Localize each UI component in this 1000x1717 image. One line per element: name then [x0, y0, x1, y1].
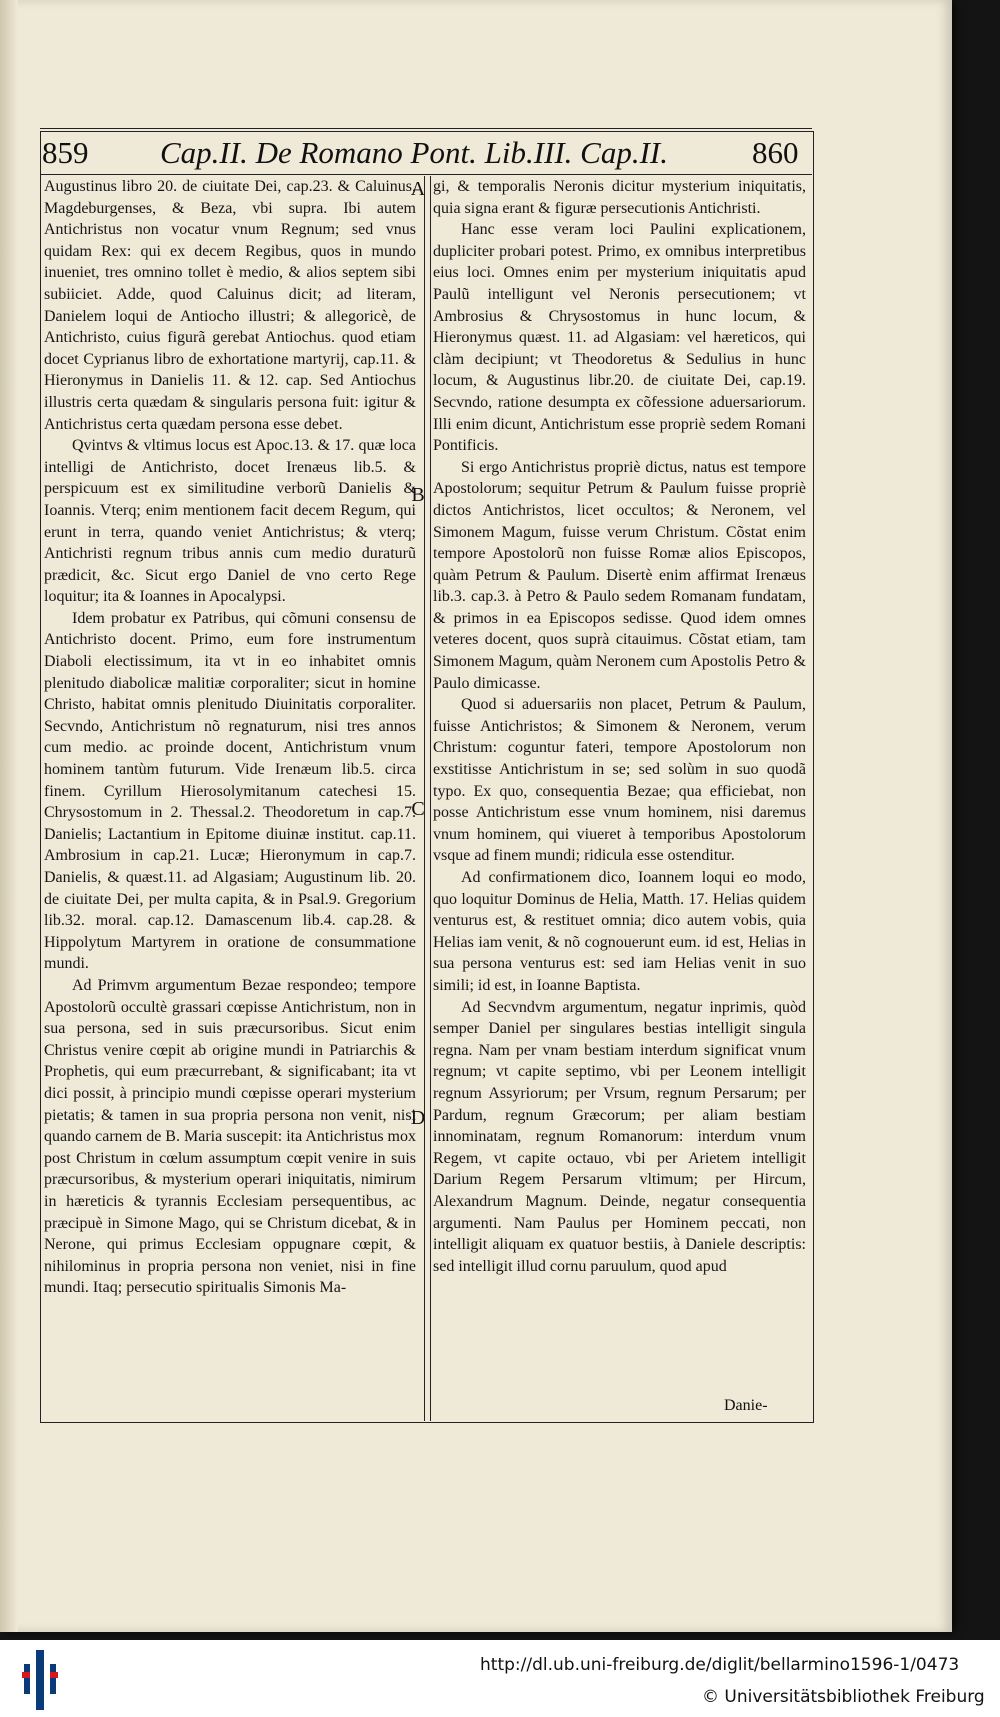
- paragraph: Si ergo Antichristus propriè dictus, natus est tempore Apostolorum; sequitur Petrum & Paulum fuisse propriè dictos Antichristos, licet occultos; & Neronem, vel Simonem Magum, fuisse verum Christum. Cõstat enim tempore Apostolorũ non fuisse Romæ alios Episcopos, quàm Petrum & Paulum. Disertè enim affirmat Irenæus lib.3. cap.3. à Petro & Paulo sedem Romanam fundatam, & primos in ea Episcopos sedisse. Quod idem omnes veteres docent, quos suprà citauimus. Cõstat etiam, tam Simonem Magum, quàm Neronem cum Apostolis Petro & Paulo dimicasse.: [433, 458, 806, 692]
- copyright-notice: © Universitätsbibliothek Freiburg: [702, 1687, 985, 1707]
- library-logo-icon: [22, 1650, 62, 1710]
- top-rule: [40, 128, 812, 129]
- paragraph: Augustinus libro 20. de ciuitate Dei, cap.23. & Caluinus, Magdeburgenses, & Beza, vbi supra. Ibi autem Antichristus non vocatur vnum Regnum; sed vnus quidam Rex: qui ex decem Regibus, quos in mundo inueniet, tres omnino tollet è medio, & alios septem sibi subiiciet. Adde, quod Caluinus dicit; ad literam, Danielem loqui de Antiocho illustri; & allegoricè, de Antichristo, cuius figurã gerebat Antiochus. quod etiam docet Cyprianus libro de exhortatione martyrij, cap.11. & Hieronymus in Danielis 11. & 12. cap. Sed Antiochus illustris certa quædam & singularis persona fuit: igitur & Antichristus certa quædam persona esse debet.: [44, 178, 416, 433]
- paragraph: Hanc esse veram loci Paulini explicationem, dupliciter probari potest. Primo, ex omnibus interpretibus eius loci. Omnes enim per mysterium iniquitatis apud Paulũ intelligunt vel Neronis persecutionem; vt Ambrosius & Chrysostomus in hunc locum, & Hieronymus quæst. 11. ad Algasiam: vel hæreticos, qui clàm decipiunt; vt Theodoretus & Sedulius in hunc locum, & Augustinus libr.20. de ciuitate Dei, cap.19. Secvndo, ratione desumpta ex cõfessione aduersariorum. Illi enim dicunt, Antichristum esse propriè sedem Romani Pontificis.: [433, 221, 806, 455]
- margin-letter-c: C: [411, 798, 425, 820]
- paragraph: gi, & temporalis Neronis dicitur mysterium iniquitatis, quia signa erant & figuræ persecutionis Antichristi.: [433, 178, 806, 217]
- paragraph: Ad confirmationem dico, Ioannem loqui eo modo, quo loquitur Dominus de Helia, Matth. 17. Helias quidem venturus est, & restituet omnia; dico autem vobis, quia Helias iam venit, & nõ cognouerunt eum. id est, Helias in sua persona venturus est: sed iam Helias venit in suo simili; id est, in Ioanne Baptista.: [433, 869, 806, 994]
- left-column: [44, 176, 416, 1299]
- header-rule: [40, 174, 812, 175]
- running-title: Cap.II. De Romano Pont. Lib.III. Cap.II.: [160, 135, 668, 170]
- right-column: [433, 176, 806, 1277]
- margin-letter-b: B: [411, 484, 425, 506]
- left-page-number: 859: [42, 135, 89, 170]
- paragraph: Ad Secvndvm argumentum, negatur inprimis, quòd semper Daniel per singulares bestias intelligit singula regna. Nam per vnam bestiam interdum significat vnum regnum; vt capite septimo, vbi per Leonem intelligit regnum Assyriorum; per Vrsum, regnum Persarum; per Pardum, regnum Græcorum; per aliam bestiam innominatam, regnum Romanorum: interdum vnum Regem, vt capite octauo, vbi per Arietem intelligit Darium Regem Persarum vltimum; per Hircum, Alexandrum Magnum. Deinde, negatur consequentia argumenti. Nam Paulus per Hominem peccati, non intelligit aliquam ex quatuor bestiis, à Daniele descriptis: sed intelligit illud cornu paruulum, quod apud: [433, 998, 806, 1275]
- paragraph: Qvintvs & vltimus locus est Apoc.13. & 17. quæ loca intelligi de Antichristo, docet Irenæus lib.5. & perspicuum est ex similitudine verborũ Danielis & Ioannis. Vterq; enim mentionem facit decem Regum, qui erunt in terra, quando veniet Antichristus; & vterq; Antichristi regnum tribus annis cum medio duraturũ prædicit, &c. Sicut ergo Daniel de vno certo Rege loquitur; ita & Ioannes in Apocalypsi.: [44, 437, 416, 606]
- paragraph: Ad Primvm argumentum Bezae respondeo; tempore Apostolorũ occultè grassari cœpisse Antichristum, non in sua persona, sed in suis præcursoribus. Sicut enim Christus venire cœpit ab origine mundi in Patriarchis & Prophetis, qui eum præcurrebant, & significabant; ita vt dici possit, à principio mundi cœpisse operari mysterium pietatis; & tamen in sua propria persona non venit, nisi quando carnem de B. Maria suscepit: ita Antichristus mox post Christum in cœlum assumptum cœpit venire in suis præcursoribus, & mysterium operari iniquitatis, nimirum in hæreticis & tyrannis Ecclesiam persequentibus, ac præcipuè in Simone Mago, qui se Christum dicebat, & in Nerone, qui primus Ecclesiam oppugnare cœpit, & nihilominus in propria persona non veniet, nisi in fine mundi. Itaq; persecutio spiritualis Simonis Ma-: [44, 976, 416, 1297]
- paragraph: Quod si aduersariis non placet, Petrum & Paulum, fuisse Antichristos; & Simonem & Neronem, verum Christum: coguntur fateri, tempore Apostolorum non exstitisse Antichristum in se; sed solùm in suo quodã typo. Ex quo, consequentia Bezae; qua efficiebat, non posse Antichristum esse vnum hominem, nisi daremus vnum hominem, qui viueret à temporibus Apostolorum vsque ad finem mundi; ridicula esse ostenditur.: [433, 696, 806, 865]
- column-divider-inner: [430, 176, 431, 1421]
- margin-letter-d: D: [410, 1107, 426, 1129]
- right-page-number: 860: [752, 135, 799, 170]
- paragraph: Idem probatur ex Patribus, qui cõmuni consensu de Antichristo docent. Primo, eum fore instrumentum Diaboli electissimum, ita vt in eo inhabitet omnis plenitudo diabolicæ malitiæ corporaliter; sicut in homine Christo, habitat omnis plenitudo Diuinitatis corporaliter. Secvndo, Antichristum nõ regnaturum, nisi tres annos cum medio. ac proinde docent, Antichristum vnum hominem tantùm futurum. Vide Irenæum lib.5. circa finem. Cyrillum Hierosolymitanum catechesi 15. Chrysostomum in 2. Thessal.2. Theodoretum in cap.7. Danielis; Lactantium in Epitome diuinæ institut. cap.11. Ambrosium in cap.21. Lucæ; Hieronymum in cap.7. Danielis, & quæst.11. ad Algasiam; Augustinum lib. 20. de ciuitate Dei, per multa capita, & in Psal.9. Gregorium lib.32. moral. cap.12. Damascenum lib.4. cap.28. & Hippolytum Martyrem in oratione de consummatione mundi.: [44, 609, 416, 973]
- catchword: Danie-: [724, 1397, 768, 1414]
- margin-letter-a: A: [410, 178, 426, 200]
- source-url[interactable]: http://dl.ub.uni-freiburg.de/diglit/bellarmino1596-1/0473: [480, 1655, 960, 1675]
